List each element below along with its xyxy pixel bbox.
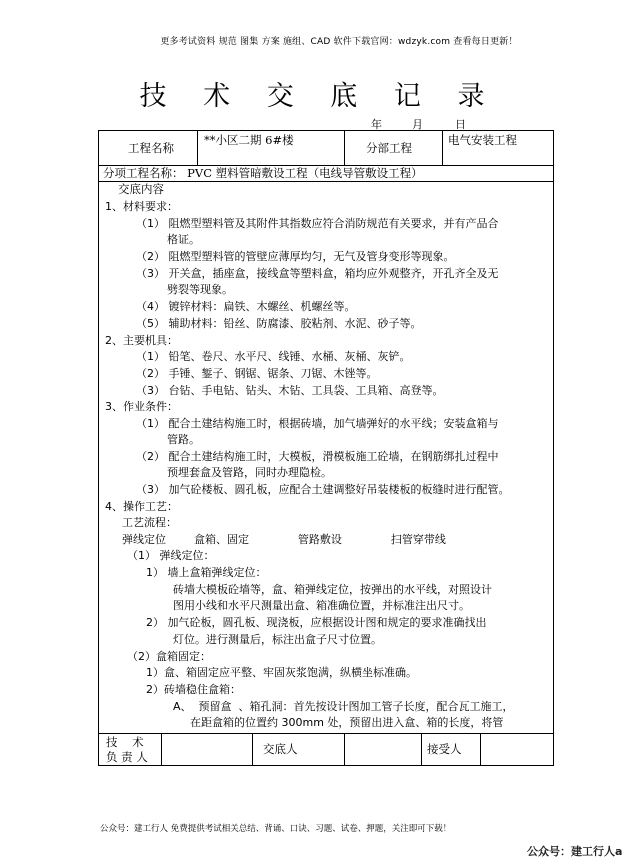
- content-line: 管路。: [167, 433, 200, 446]
- content-line: 格证。: [167, 233, 200, 246]
- subproject-value: 电气安装工程: [448, 133, 517, 147]
- col-divider: [344, 130, 345, 165]
- col-divider: [161, 733, 162, 766]
- col-divider: [197, 130, 198, 165]
- date-month: 月: [412, 118, 423, 131]
- row-divider: [98, 733, 554, 734]
- section-title: 2、主要机具：: [105, 334, 178, 347]
- col-divider: [442, 130, 443, 165]
- content-line: （3） 台钻、手电钻、钻头、木钻、工具袋、工具箱、高登等。: [136, 384, 444, 397]
- item-name-line: 分项工程名称： PVC 塑料管暗敷设工程（电线导管敷设工程）: [103, 166, 423, 180]
- header-note: 更多考试资料 规范 图集 方案 施组、CAD 软件下载官网：wdzyk.com 查看每日更新！: [160, 37, 518, 47]
- content-line: （2） 手锤、錾子、钢锯、锯条、刀锯、木锉等。: [136, 367, 378, 380]
- responsible-label: 负 责 人: [106, 750, 148, 764]
- content-line: 2） 加气砼板，圆孔板、现浇板，应根据设计图和规定的要求准确找出: [146, 616, 487, 629]
- content-line: 砖墙大模板砼墙等，盒、箱弹线定位，按弹出的水平线，对照设计: [173, 583, 492, 596]
- section-title: 3、作业条件：: [105, 400, 178, 413]
- content-line: 灯位。进行测量后，标注出盒子尺寸位置。: [173, 633, 382, 646]
- content-line: 劈裂等现象。: [167, 283, 233, 296]
- col-divider: [344, 733, 345, 766]
- receiver-label: 接受人: [427, 742, 462, 756]
- page-title: 技 术 交 底 记 录: [139, 81, 499, 112]
- section-title: 1、材料要求：: [105, 200, 178, 213]
- content-line: （4） 镀锌材料：扁铁、木螺丝、机螺丝等。: [136, 300, 356, 313]
- content-line: 工艺流程：: [122, 516, 177, 529]
- content-line: 图用小线和水平尺测量出盒、箱准确位置，并标准注出尺寸。: [173, 599, 470, 612]
- content-line: （2）盒箱固定：: [127, 650, 211, 663]
- content-line: （1） 铅笔、卷尺、水平尺、线锤、水桶、灰桶、灰铲。: [136, 350, 411, 363]
- content-line: 2）砖墙稳住盒箱：: [146, 683, 241, 696]
- tech-label: 技 术: [106, 735, 144, 749]
- col-divider: [252, 733, 253, 766]
- content-line: 1）盒、箱固定应平整、牢固灰浆饱满，纵横坐标准确。: [146, 666, 417, 679]
- content-line: （1） 弹线定位：: [127, 549, 215, 562]
- row-divider: [98, 181, 554, 182]
- date-year: 年: [371, 118, 382, 131]
- section-title: 4、操作工艺：: [105, 500, 178, 513]
- content-line: 1） 墙上盒箱弹线定位：: [146, 566, 267, 579]
- content-line: （2） 阻燃型塑料管的管壁应薄厚均匀，无气及管身变形等现象。: [136, 250, 455, 263]
- col-divider: [421, 733, 422, 766]
- project-name-label: 工程名称: [128, 141, 174, 155]
- watermark: 公众号：建工行人a: [527, 845, 623, 858]
- content-line: A、 预留盒 、箱孔洞：首先按设计图加工管子长度，配合瓦工施工，: [173, 700, 514, 713]
- subproject-label: 分部工程: [366, 141, 412, 155]
- content-line: （1） 配合土建结构施工时，根据砖墙，加气墙弹好的水平线；安装盒箱与: [136, 417, 499, 430]
- content-label: 交底内容: [118, 182, 164, 196]
- footer-note: 公众号：建工行人 免费提供考试相关总结、背诵、口诀、习题、试卷、押题，关注即可下载！: [100, 824, 452, 834]
- handover-label: 交底人: [263, 742, 298, 756]
- content-line: 在距盒箱的位置约 300mm 处，预留出进入盒、箱的长度，将管: [190, 716, 504, 729]
- content-line: 预埋套盒及管路，同时办理隐检。: [167, 466, 332, 479]
- content-line: （1） 阻燃型塑料管及其附件其指数应符合消防规范有关要求，并有产品合: [136, 217, 499, 230]
- content-line: （3） 加气砼楼板、圆孔板，应配合土建调整好吊装楼板的板缝时进行配管。: [136, 483, 510, 496]
- content-line: （3） 开关盒，插座盒，接线盒等塑料盒，箱均应外观整齐，开孔齐全及无: [136, 267, 499, 280]
- project-name-value: **小区二期 6#楼: [204, 133, 294, 147]
- col-divider: [480, 733, 481, 766]
- date-day: 日: [455, 118, 466, 131]
- content-line: （2） 配合土建结构施工时，大模板，滑模板施工砼墙，在钢筋绑扎过程中: [136, 450, 499, 463]
- process-flow: 弹线定位 盒箱、固定 管路敷设 扫管穿带线: [122, 533, 446, 546]
- content-line: （5） 辅助材料：铅丝、防腐漆、胶粘剂、水泥、砂子等。: [136, 317, 422, 330]
